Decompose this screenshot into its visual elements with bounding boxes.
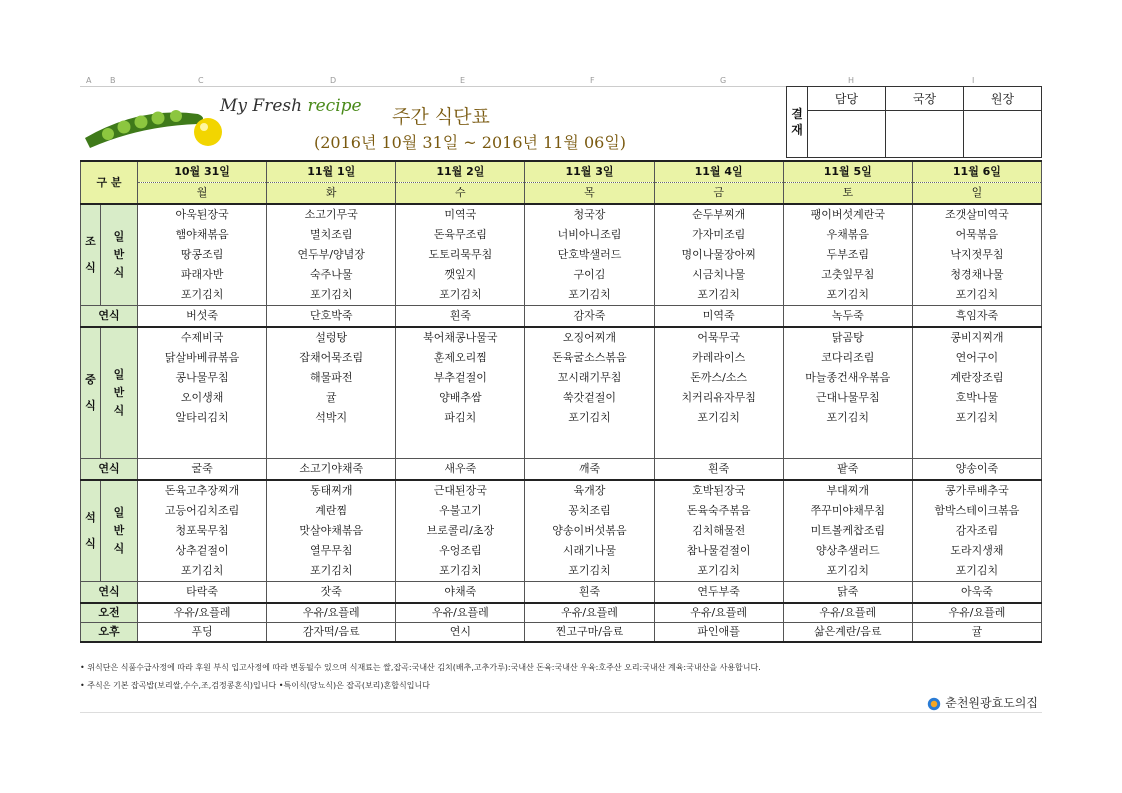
menu-item: 오이생채 — [138, 388, 267, 408]
menu-item: 포기김치 — [396, 561, 525, 582]
menu-item: 감자조림 — [912, 521, 1041, 541]
menu-item: 참나물겉절이 — [654, 541, 783, 561]
menu-item: 부대찌개 — [783, 480, 912, 501]
snack-label: 오후 — [81, 623, 138, 643]
menu-item: 닭곰탕 — [783, 327, 912, 348]
menu-item: 미트볼케찹조림 — [783, 521, 912, 541]
menu-item: 맛살야채볶음 — [267, 521, 396, 541]
menu-item: 양상추샐러드 — [783, 541, 912, 561]
approval-role: 원장 — [964, 87, 1042, 111]
empty-cell — [783, 428, 912, 459]
date-range: (2016년 10월 31일 ~ 2016년 11월 06일) — [314, 133, 627, 152]
menu-item: 포기김치 — [912, 561, 1041, 582]
soft-meal-item: 새우죽 — [396, 459, 525, 481]
day-of-week: 금 — [654, 183, 783, 205]
menu-item: 부추겉절이 — [396, 368, 525, 388]
menu-item: 꼬시래기무침 — [525, 368, 654, 388]
col-c: C — [198, 76, 204, 85]
day-of-week: 월 — [138, 183, 267, 205]
day-of-week: 화 — [267, 183, 396, 205]
soft-meal-item: 굴죽 — [138, 459, 267, 481]
empty-cell — [525, 428, 654, 459]
footnote: • 위식단은 식품수급사정에 따라 후원 부식 입고사정에 따라 변동될수 있으며 식재료는 쌀,잡곡:국내산 김치(배추,고추가루):국내산 돈육:국내산 우육:호주산 오리:국내산 계육:국내산을 사용합니다. — [80, 663, 761, 672]
soft-meal-item: 흰죽 — [396, 306, 525, 328]
menu-item: 수제비국 — [138, 327, 267, 348]
menu-item: 잡채어묵조림 — [267, 348, 396, 368]
menu-item: 근대나물무침 — [783, 388, 912, 408]
approval-role: 국장 — [886, 87, 964, 111]
approval-box — [786, 86, 1042, 158]
menu-item: 포기김치 — [267, 285, 396, 306]
menu-item: 꽁치조림 — [525, 501, 654, 521]
day-date: 11월 5일 — [783, 161, 912, 183]
menu-item: 김치해물전 — [654, 521, 783, 541]
page-title: 주간 식단표 — [392, 106, 490, 128]
soft-meal-item: 양송이죽 — [912, 459, 1041, 481]
menu-item: 브로콜리/초장 — [396, 521, 525, 541]
col-g: G — [720, 76, 727, 85]
soft-meal-item: 야채죽 — [396, 582, 525, 604]
menu-item: 쑥갓겉절이 — [525, 388, 654, 408]
menu-item: 청경채나물 — [912, 265, 1041, 285]
menu-item: 설렁탕 — [267, 327, 396, 348]
menu-item: 육개장 — [525, 480, 654, 501]
menu-item: 돈육무조림 — [396, 225, 525, 245]
menu-item: 포기김치 — [654, 561, 783, 582]
day-date: 11월 1일 — [267, 161, 396, 183]
menu-item: 파김치 — [396, 408, 525, 428]
menu-item: 구이김 — [525, 265, 654, 285]
menu-item: 콩비지찌개 — [912, 327, 1041, 348]
menu-item: 양배추쌈 — [396, 388, 525, 408]
soft-meal-item: 아욱죽 — [912, 582, 1041, 604]
day-date: 11월 2일 — [396, 161, 525, 183]
day-of-week: 토 — [783, 183, 912, 205]
menu-item: 숙주나물 — [267, 265, 396, 285]
empty-cell — [912, 428, 1041, 459]
menu-item: 연두부/양념장 — [267, 245, 396, 265]
menu-item: 고춧잎무침 — [783, 265, 912, 285]
menu-item: 어묵무국 — [654, 327, 783, 348]
soft-meal-label: 연식 — [81, 459, 138, 481]
menu-item: 포기김치 — [912, 408, 1041, 428]
menu-item: 마늘종건새우볶음 — [783, 368, 912, 388]
menu-item: 열무무침 — [267, 541, 396, 561]
menu-item: 멸치조림 — [267, 225, 396, 245]
soft-meal-item: 깨죽 — [525, 459, 654, 481]
soft-meal-item: 잣죽 — [267, 582, 396, 604]
menu-item: 소고기무국 — [267, 204, 396, 225]
menu-item: 포기김치 — [138, 561, 267, 582]
divider — [80, 712, 1042, 713]
soft-meal-item: 소고기야채죽 — [267, 459, 396, 481]
meal-name: 석 식 — [81, 480, 101, 582]
menu-item: 양송이버섯볶음 — [525, 521, 654, 541]
menu-item: 시래기나물 — [525, 541, 654, 561]
menu-item: 석박지 — [267, 408, 396, 428]
signature-cell[interactable] — [886, 111, 964, 158]
menu-item: 포기김치 — [525, 408, 654, 428]
menu-header — [80, 86, 1042, 158]
day-date: 11월 6일 — [912, 161, 1041, 183]
menu-item: 파래자반 — [138, 265, 267, 285]
menu-item: 포기김치 — [783, 561, 912, 582]
menu-item: 동태찌개 — [267, 480, 396, 501]
menu-item: 어묵볶음 — [912, 225, 1041, 245]
snack-item: 우유/요플레 — [654, 603, 783, 623]
soft-meal-item: 팥죽 — [783, 459, 912, 481]
weekly-menu-table — [80, 160, 1042, 643]
soft-meal-item: 연두부죽 — [654, 582, 783, 604]
snack-item: 우유/요플레 — [267, 603, 396, 623]
menu-item: 계란찜 — [267, 501, 396, 521]
day-of-week: 일 — [912, 183, 1041, 205]
snack-item: 파인애플 — [654, 623, 783, 643]
menu-item: 포기김치 — [525, 561, 654, 582]
menu-item: 포기김치 — [138, 285, 267, 306]
snack-item: 삶은계란/음료 — [783, 623, 912, 643]
snack-item: 우유/요플레 — [783, 603, 912, 623]
signature-cell[interactable] — [964, 111, 1042, 158]
menu-item: 팽이버섯계란국 — [783, 204, 912, 225]
menu-item: 계란장조림 — [912, 368, 1041, 388]
menu-item: 우불고기 — [396, 501, 525, 521]
col-f: F — [590, 76, 595, 85]
soft-meal-item: 버섯죽 — [138, 306, 267, 328]
menu-item: 포기김치 — [654, 408, 783, 428]
menu-item: 포기김치 — [912, 285, 1041, 306]
pea-pod-logo — [80, 96, 230, 156]
soft-meal-item: 녹두죽 — [783, 306, 912, 328]
meal-type: 일 반 식 — [101, 327, 138, 459]
menu-item: 치커리유자무침 — [654, 388, 783, 408]
menu-item: 오징어찌개 — [525, 327, 654, 348]
empty-cell — [396, 428, 525, 459]
menu-item: 명이나물장아찌 — [654, 245, 783, 265]
day-of-week: 수 — [396, 183, 525, 205]
meal-type: 일 반 식 — [101, 480, 138, 582]
menu-item: 알타리김치 — [138, 408, 267, 428]
empty-cell — [138, 428, 267, 459]
empty-cell — [267, 428, 396, 459]
snack-item: 우유/요플레 — [912, 603, 1041, 623]
menu-item: 시금치나물 — [654, 265, 783, 285]
menu-item: 가자미조림 — [654, 225, 783, 245]
menu-item: 미역국 — [396, 204, 525, 225]
menu-item: 함박스테이크볶음 — [912, 501, 1041, 521]
soft-meal-item: 흑임자죽 — [912, 306, 1041, 328]
snack-item: 감자떡/음료 — [267, 623, 396, 643]
gubun-header: 구 분 — [81, 161, 138, 204]
soft-meal-label: 연식 — [81, 582, 138, 604]
menu-item: 청국장 — [525, 204, 654, 225]
menu-item: 햄야채볶음 — [138, 225, 267, 245]
menu-item: 포기김치 — [783, 408, 912, 428]
snack-item: 찐고구마/음료 — [525, 623, 654, 643]
snack-item: 우유/요플레 — [525, 603, 654, 623]
menu-item: 닭살바베큐볶음 — [138, 348, 267, 368]
col-a: A — [86, 76, 92, 85]
meal-name: 중 식 — [81, 327, 101, 459]
menu-item: 카레라이스 — [654, 348, 783, 368]
empty-cell — [654, 428, 783, 459]
menu-item: 해물파전 — [267, 368, 396, 388]
soft-meal-item: 감자죽 — [525, 306, 654, 328]
signature-cell[interactable] — [808, 111, 886, 158]
col-b: B — [110, 76, 116, 85]
menu-item: 돈육고추장찌개 — [138, 480, 267, 501]
day-date: 11월 3일 — [525, 161, 654, 183]
menu-item: 너비아니조림 — [525, 225, 654, 245]
snack-item: 푸딩 — [138, 623, 267, 643]
menu-item: 두부조림 — [783, 245, 912, 265]
col-d: D — [330, 76, 337, 85]
col-e: E — [460, 76, 466, 85]
org-logo — [927, 694, 1038, 711]
menu-item: 상추겉절이 — [138, 541, 267, 561]
brand-logo-text: My Fresh recipe — [220, 96, 362, 116]
day-date: 11월 4일 — [654, 161, 783, 183]
menu-item: 깻잎지 — [396, 265, 525, 285]
soft-meal-item: 흰죽 — [654, 459, 783, 481]
menu-item: 포기김치 — [654, 285, 783, 306]
menu-item: 코다리조림 — [783, 348, 912, 368]
menu-item: 아욱된장국 — [138, 204, 267, 225]
org-name: 춘천원광효도의집 — [945, 696, 1038, 710]
menu-item: 호박나물 — [912, 388, 1041, 408]
menu-item: 콩나물무침 — [138, 368, 267, 388]
day-date: 10월 31일 — [138, 161, 267, 183]
menu-item: 훈제오리찜 — [396, 348, 525, 368]
menu-item: 조갯살미역국 — [912, 204, 1041, 225]
soft-meal-item: 미역죽 — [654, 306, 783, 328]
org-emblem-icon — [927, 697, 941, 711]
menu-item: 도라지생채 — [912, 541, 1041, 561]
menu-item: 돈육굴소스볶음 — [525, 348, 654, 368]
snack-item: 귤 — [912, 623, 1041, 643]
menu-item: 근대된장국 — [396, 480, 525, 501]
meal-name: 조 식 — [81, 204, 101, 306]
menu-item: 콩가루배추국 — [912, 480, 1041, 501]
menu-item: 청포묵무침 — [138, 521, 267, 541]
menu-item: 포기김치 — [525, 285, 654, 306]
meal-type: 일 반 식 — [101, 204, 138, 306]
snack-label: 오전 — [81, 603, 138, 623]
soft-meal-item: 타락죽 — [138, 582, 267, 604]
footnote: • 주식은 기본 잡곡밥(보리쌀,수수,조,검정콩혼식)입니다 •특이식(당뇨식)은 잡곡(보리)혼합식입니다 — [80, 681, 430, 690]
menu-item: 북어채콩나물국 — [396, 327, 525, 348]
snack-item: 우유/요플레 — [138, 603, 267, 623]
soft-meal-label: 연식 — [81, 306, 138, 328]
menu-item: 돈까스/소스 — [654, 368, 783, 388]
menu-item: 호박된장국 — [654, 480, 783, 501]
menu-item: 낙지젓무침 — [912, 245, 1041, 265]
menu-item: 땅콩조림 — [138, 245, 267, 265]
menu-item: 고등어김치조림 — [138, 501, 267, 521]
soft-meal-item: 닭죽 — [783, 582, 912, 604]
soft-meal-item: 단호박죽 — [267, 306, 396, 328]
menu-item: 포기김치 — [783, 285, 912, 306]
snack-item: 연시 — [396, 623, 525, 643]
col-i: I — [972, 76, 975, 85]
day-of-week: 목 — [525, 183, 654, 205]
menu-item: 단호박샐러드 — [525, 245, 654, 265]
menu-item: 포기김치 — [396, 285, 525, 306]
menu-item: 순두부찌개 — [654, 204, 783, 225]
menu-item: 포기김치 — [267, 561, 396, 582]
snack-item: 우유/요플레 — [396, 603, 525, 623]
menu-item: 도토리묵무침 — [396, 245, 525, 265]
approval-role: 담당 — [808, 87, 886, 111]
menu-item: 쭈꾸미야채무침 — [783, 501, 912, 521]
col-h: H — [848, 76, 855, 85]
menu-item: 귤 — [267, 388, 396, 408]
approval-label: 결재 — [787, 87, 808, 158]
menu-item: 우엉조림 — [396, 541, 525, 561]
menu-item: 돈육숙주볶음 — [654, 501, 783, 521]
menu-item: 연어구이 — [912, 348, 1041, 368]
menu-item: 우채볶음 — [783, 225, 912, 245]
soft-meal-item: 흰죽 — [525, 582, 654, 604]
